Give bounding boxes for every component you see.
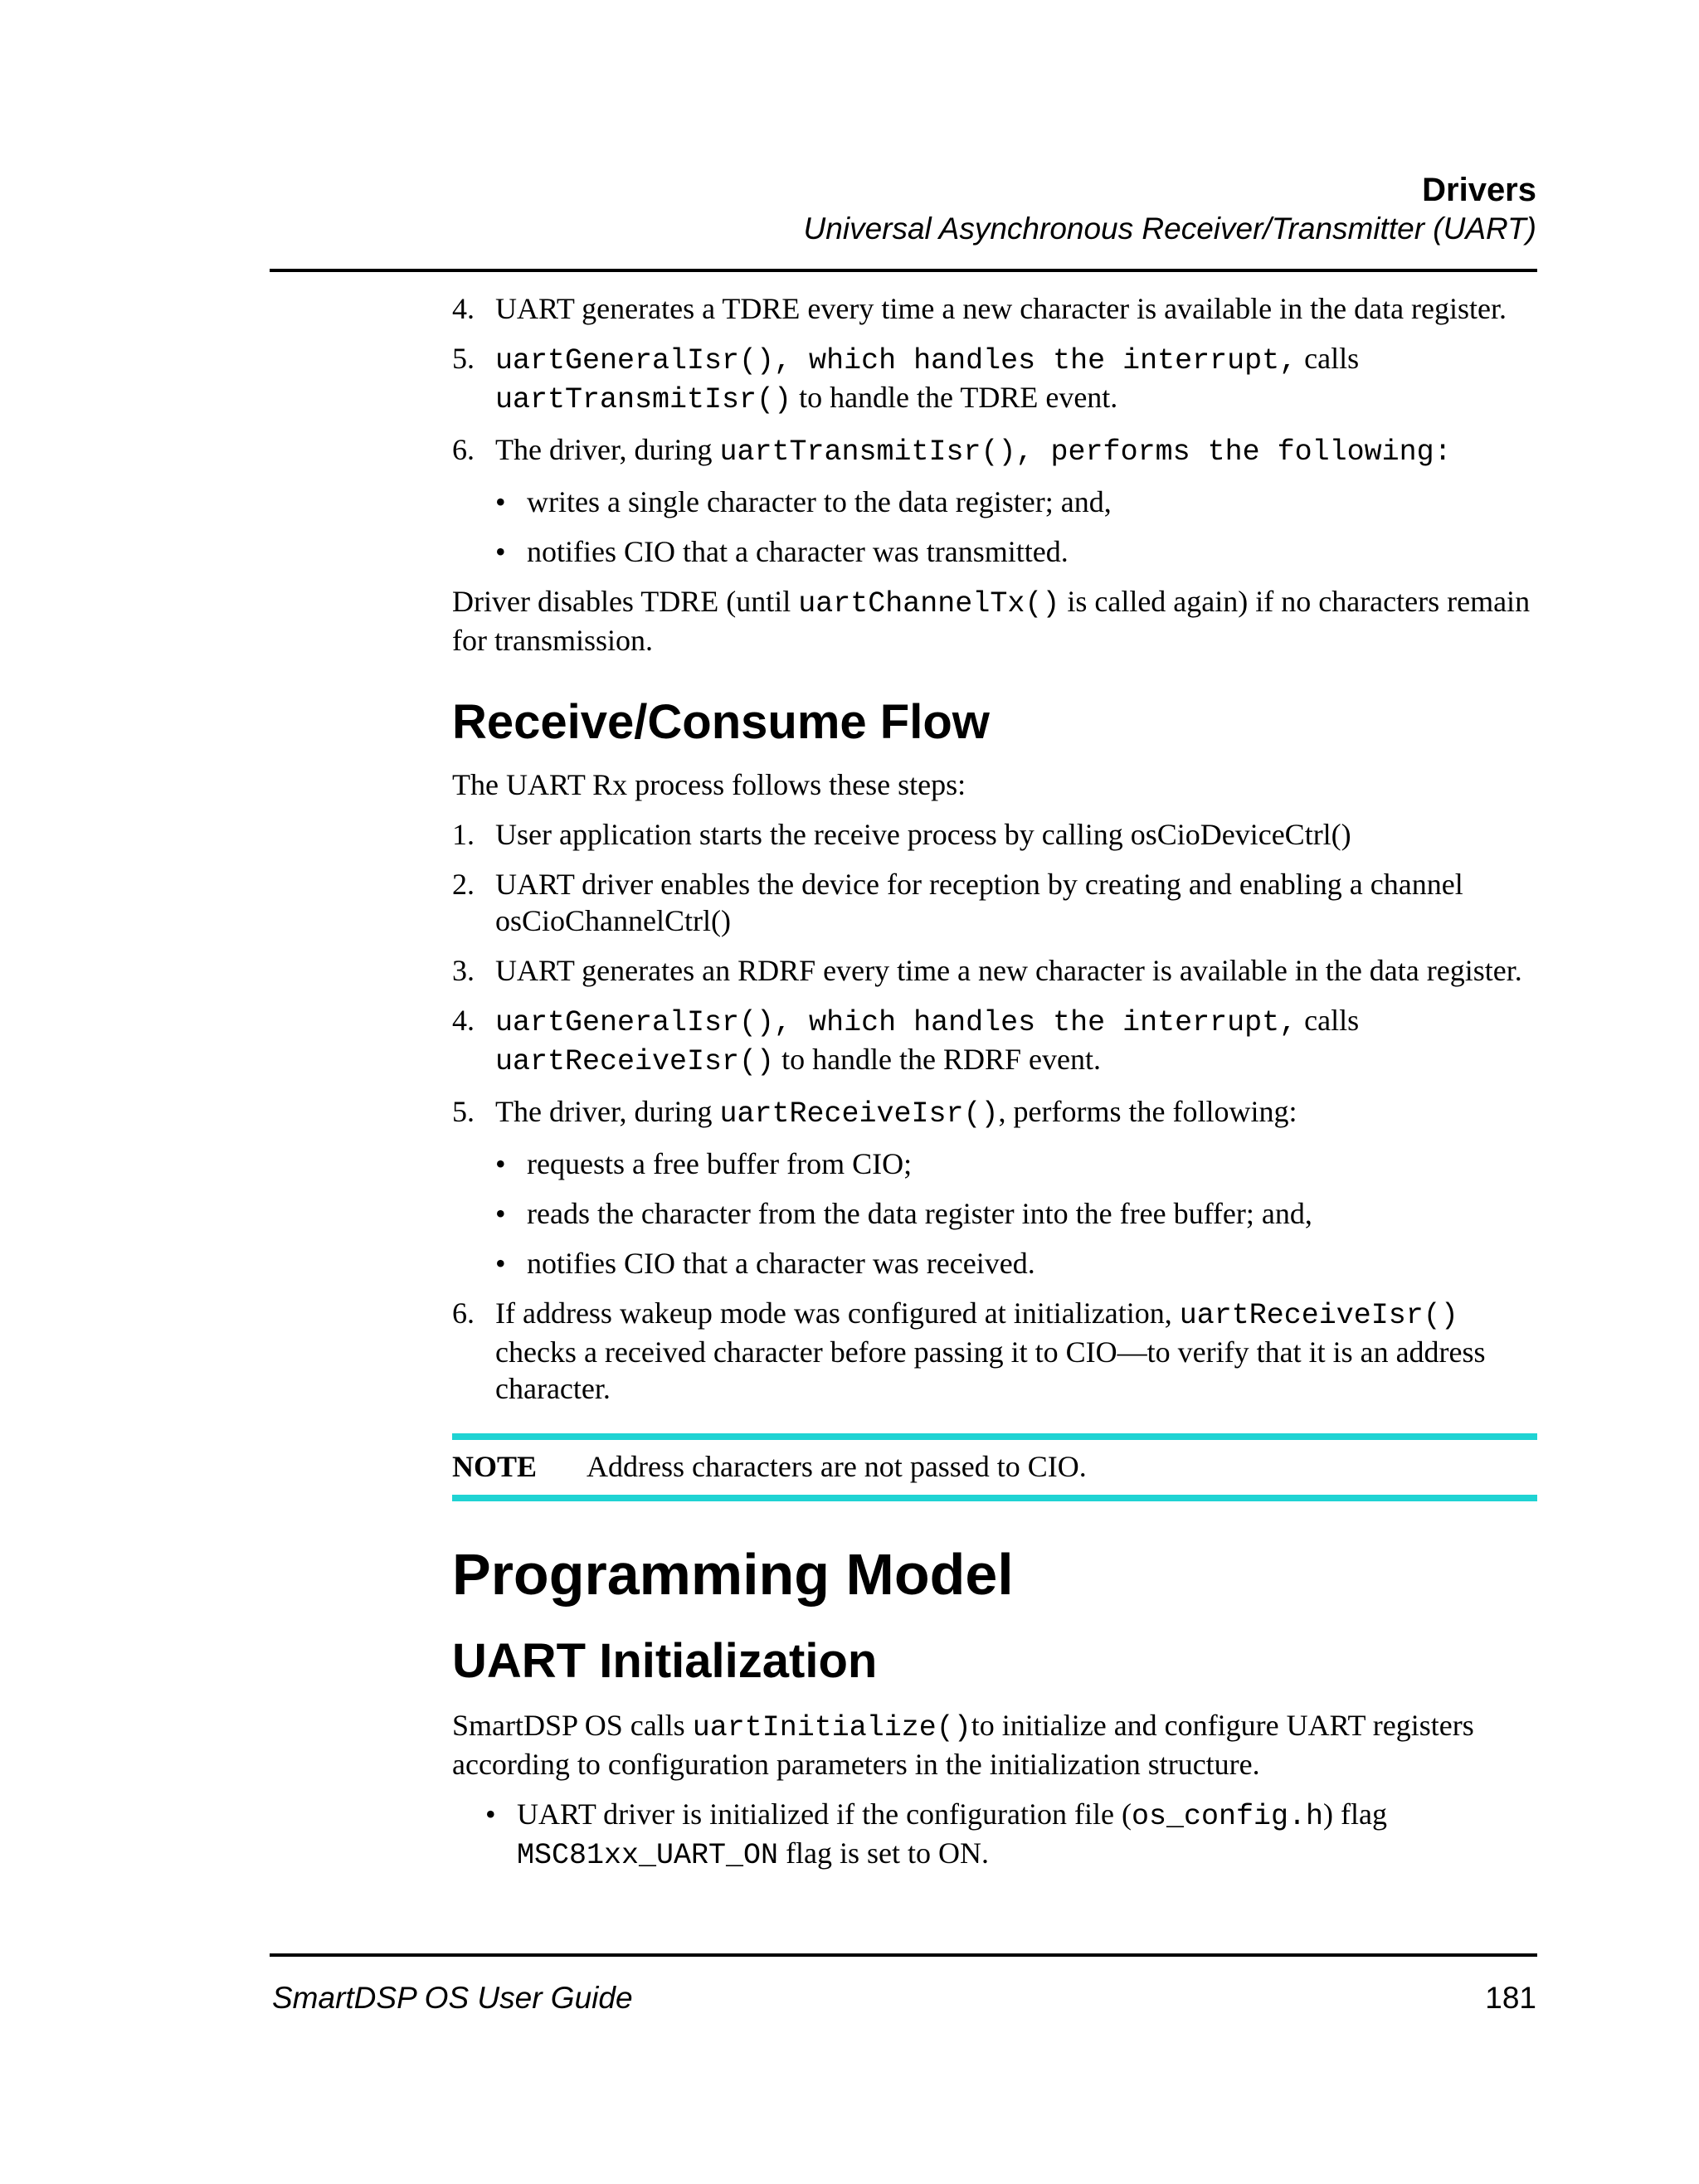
bullet-text: notifies CIO that a character was received.: [527, 1247, 1035, 1280]
code-general-isr: uartGeneralIsr(), which handles the interrupt,: [495, 344, 1297, 377]
footer-rule: [270, 1953, 1537, 1957]
step-text: UART driver enables the device for reception by creating and enabling a channel osCioChannelCtrl(): [495, 868, 1463, 937]
code-channel-tx: uartChannelTx(): [798, 587, 1060, 620]
step-number: 4.: [452, 292, 475, 325]
step-text: to handle the TDRE event.: [791, 381, 1118, 414]
init-heading: UART Initialization: [452, 1634, 878, 1688]
step-text: UART generates an RDRF every time a new character is available in the data register.: [495, 954, 1522, 987]
section-title: Universal Asynchronous Receiver/Transmitter (UART): [803, 212, 1536, 246]
bullet-text: flag is set to ON.: [778, 1836, 990, 1870]
bullet-text: notifies CIO that a character was transmitted.: [527, 535, 1069, 568]
step-text: calls: [1297, 1004, 1360, 1037]
code-initialize: uartInitialize(): [692, 1711, 971, 1744]
tx-summary: [452, 583, 1537, 659]
tx-step-4: [452, 290, 1537, 327]
step-text: The driver, during: [495, 433, 720, 466]
step-text: UART generates a TDRE every time a new character is available in the data register.: [495, 292, 1507, 325]
code-receive-isr: uartReceiveIsr(): [495, 1045, 775, 1078]
bullet-text: requests a free buffer from CIO;: [527, 1147, 913, 1180]
tx-step-5: [452, 340, 1537, 418]
bullet-text: ) flag: [1323, 1797, 1387, 1831]
note-box: [452, 1433, 1537, 1501]
bullet-marker: •: [495, 1247, 506, 1280]
step-text: If address wakeup mode was configured at initialization,: [495, 1296, 1180, 1330]
step-text: checks a received character before passing it to CIO—to verify that it is an address character.: [495, 1335, 1486, 1405]
bullet-marker: •: [495, 535, 506, 568]
chapter-title: Drivers: [1422, 172, 1536, 208]
page-number: 181: [1485, 1981, 1536, 2015]
bullet-text: writes a single character to the data register; and,: [527, 485, 1112, 518]
step-number: 5.: [452, 1095, 475, 1128]
code-transmit-isr: uartTransmitIsr(), performs the following:: [719, 435, 1452, 469]
step-text: calls: [1297, 342, 1360, 375]
bullet-marker: •: [485, 1797, 496, 1831]
init-paragraph: [452, 1707, 1537, 1783]
rx-step-2: [452, 866, 1537, 939]
bullet-marker: •: [495, 485, 506, 518]
bullet-marker: •: [495, 1197, 506, 1230]
bullet-marker: •: [495, 1147, 506, 1180]
step-text: , performs the following:: [998, 1095, 1297, 1128]
rx-step-4: [452, 1002, 1537, 1080]
step-number: 3.: [452, 954, 475, 987]
rx-step-1: [452, 816, 1537, 853]
step-text: User application starts the receive process by calling osCioDeviceCtrl(): [495, 818, 1351, 851]
step-number: 1.: [452, 818, 475, 851]
code-general-isr: uartGeneralIsr(), which handles the interrupt,: [495, 1006, 1297, 1039]
note-label: NOTE: [452, 1450, 538, 1483]
bullet-text: reads the character from the data register into the free buffer; and,: [527, 1197, 1312, 1230]
para-text: to initialize and configure UART registers according to configuration parameters in the initialization structure.: [452, 1709, 1474, 1781]
receive-heading: Receive/Consume Flow: [452, 695, 990, 749]
rx-bullet: [495, 1245, 1537, 1282]
tx-bullet: [495, 484, 1537, 520]
summary-text: is called again) if no characters remain for transmission.: [452, 585, 1531, 657]
step-number: 5.: [452, 342, 475, 375]
code-config-file: os_config.h: [1131, 1800, 1324, 1833]
footer-title: SmartDSP OS User Guide: [272, 1981, 633, 2015]
tx-step-6: [452, 431, 1537, 470]
programming-heading: Programming Model: [452, 1542, 1014, 1607]
init-bullet: [485, 1796, 1537, 1874]
receive-intro: The UART Rx process follows these steps:: [452, 768, 966, 801]
step-number: 6.: [452, 433, 475, 466]
step-number: 4.: [452, 1004, 475, 1037]
tx-bullet: [495, 533, 1537, 570]
rx-step-6: [452, 1295, 1537, 1407]
header-rule: [270, 269, 1537, 272]
rx-step-5: [452, 1093, 1537, 1132]
step-text: The driver, during: [495, 1095, 720, 1128]
code-uart-flag: MSC81xx_UART_ON: [517, 1839, 779, 1872]
code-receive-isr: uartReceiveIsr(): [1179, 1299, 1458, 1332]
page-content: [452, 290, 1537, 1887]
note-text: Address characters are not passed to CIO.: [587, 1450, 1087, 1483]
rx-bullet: [495, 1195, 1537, 1232]
bullet-text: UART driver is initialized if the configuration file (: [517, 1797, 1132, 1831]
para-text: SmartDSP OS calls: [452, 1709, 693, 1742]
rx-bullet: [495, 1146, 1537, 1182]
code-transmit-isr: uartTransmitIsr(): [495, 383, 792, 416]
page-header: [804, 170, 1536, 248]
step-text: to handle the RDRF event.: [774, 1043, 1102, 1076]
code-receive-isr: uartReceiveIsr(): [719, 1097, 999, 1131]
summary-text: Driver disables TDRE (until: [452, 585, 799, 618]
step-number: 2.: [452, 868, 475, 901]
rx-step-3: [452, 952, 1537, 989]
step-number: 6.: [452, 1296, 475, 1330]
